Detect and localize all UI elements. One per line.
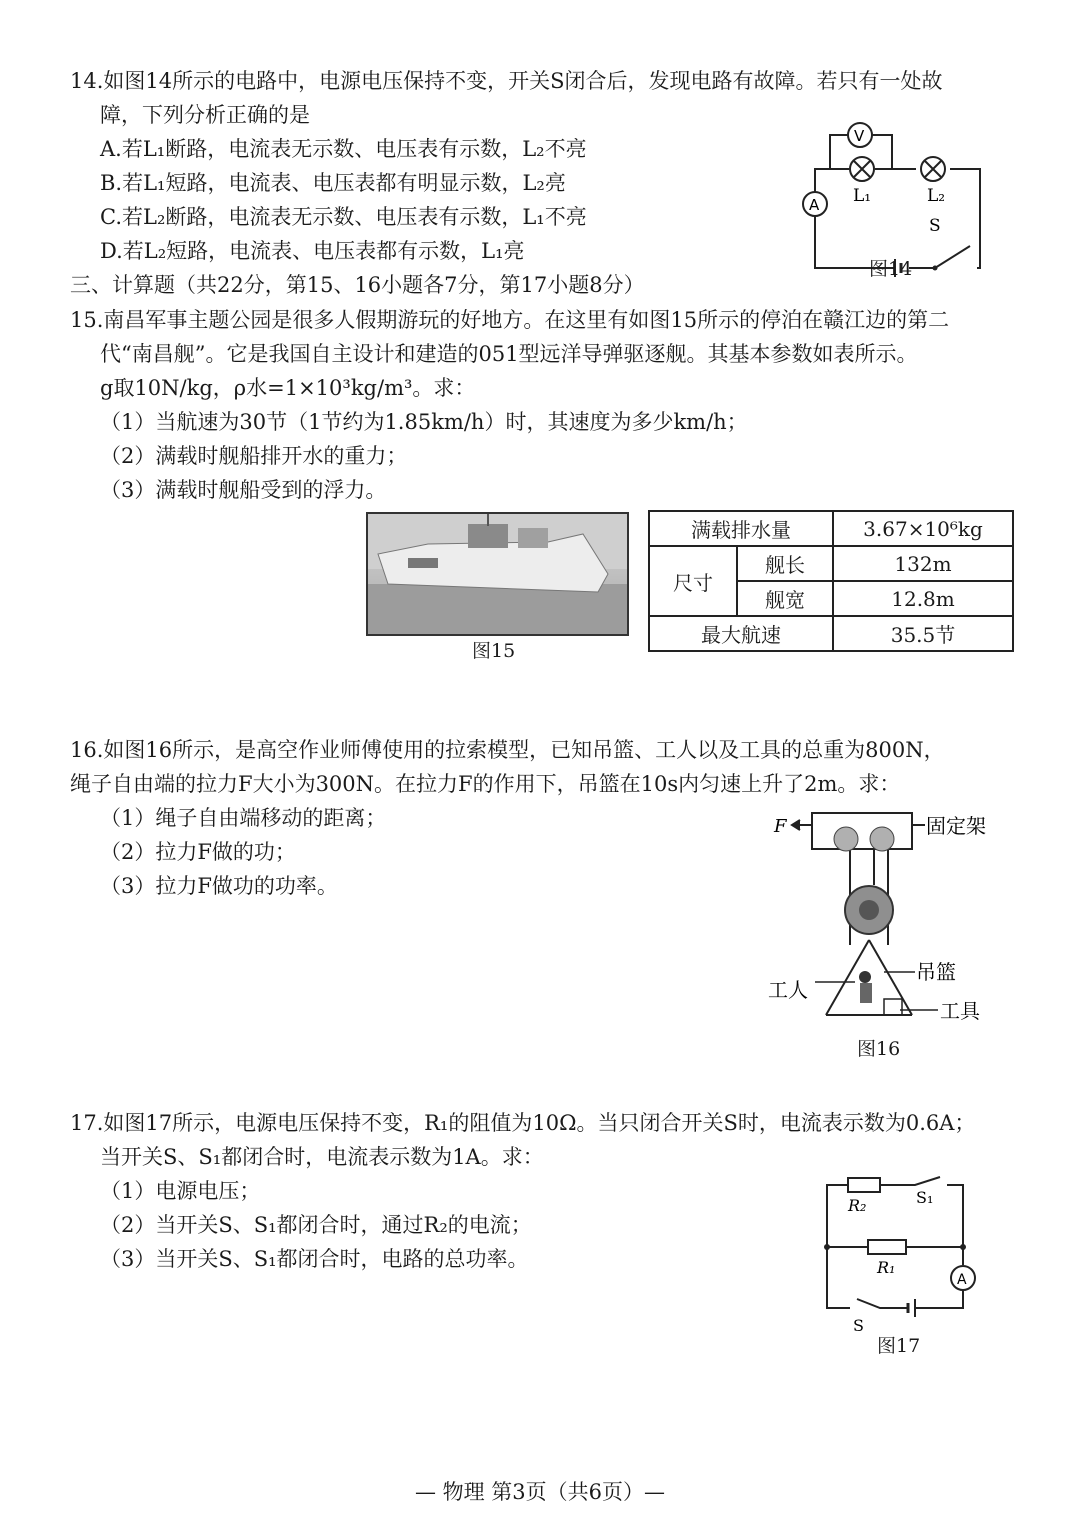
table-row	[649, 616, 1013, 651]
length-label: 舰长	[737, 546, 833, 581]
table-row	[649, 546, 1013, 581]
length-value: 132m	[833, 546, 1013, 581]
q14-stem-line1: 14.如图14所示的电路中，电源电压保持不变，开关S闭合后，发现电路有故障。若只有一处故	[70, 69, 943, 93]
ship-spec-table	[648, 510, 1014, 652]
switch-s-label: S	[929, 216, 941, 236]
q17-sub-1: （1）电源电压；	[100, 1179, 261, 1203]
max-speed-value: 35.5节	[833, 616, 1013, 651]
q14-option-a: A.若L₁断路，电流表无示数、电压表有示数，L₂不亮	[100, 137, 587, 161]
q17-stem-line2: 当开关S、S₁都闭合时，电流表示数为1A。求：	[100, 1145, 544, 1169]
figure-15-ship-photo	[366, 512, 629, 636]
q16-stem-line2: 绳子自由端的拉力F大小为300N。在拉力F的作用下，吊篮在10s内匀速上升了2m。求：	[70, 772, 901, 796]
figure-17-caption: 图17	[877, 1335, 921, 1357]
force-f-label: F	[774, 816, 787, 837]
size-label: 尺寸	[649, 546, 737, 616]
lamp-l1-label: L₁	[853, 186, 872, 206]
switch-s-label: S	[853, 1316, 864, 1335]
width-label: 舰宽	[737, 581, 833, 616]
figure-17-circuit	[815, 1175, 985, 1340]
fixed-frame-label: 固定架	[926, 814, 986, 838]
figure-16-pulley	[760, 805, 1000, 1035]
q16-sub-2: （2）拉力F做的功；	[100, 840, 296, 864]
q15-sub-2: （2）满载时舰船排开水的重力；	[100, 444, 408, 468]
q14-option-c: C.若L₂断路，电流表无示数、电压表有示数，L₁不亮	[100, 205, 587, 229]
ammeter-label: A	[957, 1272, 967, 1288]
q15-sub-3: （3）满载时舰船受到的浮力。	[100, 478, 387, 502]
q15-stem-line3: g取10N/kg，ρ水=1×10³kg/m³。求：	[100, 376, 476, 400]
figure-16-caption: 图16	[857, 1038, 901, 1060]
q14-option-b: B.若L₁短路，电流表、电压表都有明显示数，L₂亮	[100, 171, 566, 195]
section-3-heading: 三、计算题（共22分，第15、16小题各7分，第17小题8分）	[70, 273, 645, 297]
q14-option-d: D.若L₂短路，电流表、电压表都有示数，L₁亮	[100, 239, 525, 263]
ammeter-label: A	[809, 196, 820, 214]
lamp-l2-label: L₂	[927, 186, 946, 206]
q15-sub-1: （1）当航速为30节（1节约为1.85km/h）时，其速度为多少km/h；	[100, 410, 748, 434]
q16-stem-line1: 16.如图16所示，是高空作业师傅使用的拉索模型，已知吊篮、工人以及工具的总重为800N，	[70, 738, 945, 762]
r2-label: R₂	[848, 1196, 867, 1215]
max-speed-label: 最大航速	[649, 616, 833, 651]
q15-stem-line1: 15.南昌军事主题公园是很多人假期游玩的好地方。在这里有如图15所示的停泊在赣江边的第二	[70, 308, 950, 332]
r1-label: R₁	[877, 1258, 896, 1277]
q17-stem-line1: 17.如图17所示，电源电压保持不变，R₁的阻值为10Ω。当只闭合开关S时，电流表示数为0.6A；	[70, 1111, 976, 1135]
switch-s1-label: S₁	[916, 1188, 934, 1207]
figure-15-caption: 图15	[472, 640, 516, 662]
width-value: 12.8m	[833, 581, 1013, 616]
worker-label: 工人	[768, 978, 808, 1002]
tool-label: 工具	[940, 999, 980, 1023]
q16-sub-3: （3）拉力F做功的功率。	[100, 874, 338, 898]
table-row	[649, 511, 1013, 546]
displacement-label: 满载排水量	[649, 511, 833, 546]
basket-label: 吊篮	[916, 960, 956, 984]
q17-sub-3: （3）当开关S、S₁都闭合时，电路的总功率。	[100, 1247, 529, 1271]
q16-sub-1: （1）绳子自由端移动的距离；	[100, 806, 387, 830]
displacement-value: 3.67×10⁶kg	[833, 511, 1013, 546]
figure-14-caption: 图14	[869, 258, 913, 280]
q17-sub-2: （2）当开关S、S₁都闭合时，通过R₂的电流；	[100, 1213, 532, 1237]
q14-stem-line2: 障，下列分析正确的是	[100, 103, 310, 127]
page-footer: — 物理 第3页（共6页）—	[414, 1480, 666, 1504]
q15-stem-line2: 代“南昌舰”。它是我国自主设计和建造的051型远洋导弹驱逐舰。其基本参数如表所示。	[100, 342, 918, 366]
voltmeter-label: V	[854, 127, 865, 145]
